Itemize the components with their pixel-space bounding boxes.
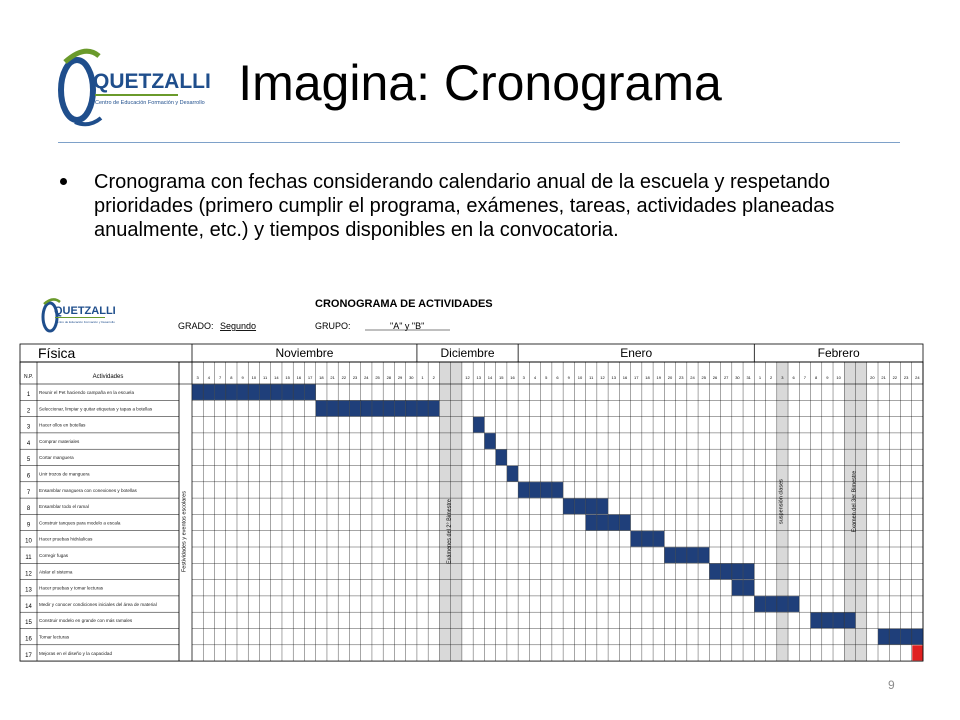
day-label: 3 bbox=[522, 375, 525, 380]
day-label: 14 bbox=[487, 375, 493, 380]
schedule-bar-cell bbox=[777, 596, 788, 611]
grupo-label: GRUPO: bbox=[315, 321, 351, 331]
schedule-bar-cell bbox=[395, 401, 406, 416]
day-label: 17 bbox=[633, 375, 639, 380]
day-label: 23 bbox=[678, 375, 684, 380]
day-label: 1 bbox=[758, 375, 762, 380]
red-marker bbox=[912, 645, 922, 660]
schedule-bar-cell bbox=[249, 385, 260, 400]
activity-label: Medir y conocer condiciones iniciales del área de material bbox=[39, 601, 157, 607]
vertical-label: suspensión clases bbox=[778, 479, 785, 525]
schedule-bar-cell bbox=[901, 629, 912, 644]
activity-number: 5 bbox=[26, 457, 31, 464]
schedule-bar-cell bbox=[305, 385, 316, 400]
schedule-bar-cell bbox=[215, 385, 226, 400]
day-label: 8 bbox=[815, 375, 818, 380]
day-label: 25 bbox=[701, 375, 706, 380]
activity-number: 2 bbox=[26, 408, 31, 415]
activity-number: 13 bbox=[25, 587, 32, 594]
activity-label: Ensamblar todo el ramal bbox=[39, 504, 89, 510]
day-label: 6 bbox=[792, 375, 795, 380]
schedule-bar-cell bbox=[428, 401, 439, 416]
day-label: 20 bbox=[667, 375, 673, 380]
day-label: 10 bbox=[251, 375, 257, 380]
activity-number: 3 bbox=[26, 424, 31, 431]
schedule-bar-cell bbox=[653, 531, 664, 546]
schedule-table bbox=[20, 292, 925, 667]
schedule-bar-cell bbox=[192, 385, 203, 400]
day-label: 28 bbox=[386, 375, 392, 380]
schedule-bar-cell bbox=[530, 482, 541, 497]
day-label: 4 bbox=[207, 375, 210, 380]
day-label: 19 bbox=[656, 375, 661, 380]
schedule-bar-cell bbox=[237, 385, 248, 400]
schedule-bar-cell bbox=[473, 417, 484, 432]
schedule-logo-text: QUETZALLI bbox=[54, 305, 116, 317]
schedule-bar-cell bbox=[294, 385, 305, 400]
activity-label: Mejoras en el diseño y la capacidad bbox=[39, 650, 113, 656]
schedule-bar-cell bbox=[496, 450, 507, 465]
schedule-bar-cell bbox=[406, 401, 417, 416]
schedule-bar-cell bbox=[698, 548, 709, 563]
schedule-bar-cell bbox=[417, 401, 428, 416]
day-label: 24 bbox=[364, 375, 369, 380]
day-label: 15 bbox=[499, 375, 504, 380]
day-label: 7 bbox=[803, 375, 807, 380]
schedule-bar-cell bbox=[372, 401, 383, 416]
slide-title: Imagina: Cronograma bbox=[238, 55, 722, 111]
schedule-bar-cell bbox=[845, 613, 856, 628]
schedule-bar-cell bbox=[204, 385, 215, 400]
schedule-bar-cell bbox=[620, 515, 631, 530]
day-label: 17 bbox=[307, 375, 313, 380]
activity-label: Construir modelo en grande con más ramales bbox=[39, 618, 133, 624]
activity-label: Tomar lecturas bbox=[39, 634, 70, 640]
schedule-bar-cell bbox=[339, 401, 350, 416]
grupo-value: "A" y "B" bbox=[390, 321, 425, 331]
day-label: 24 bbox=[690, 375, 695, 380]
day-label: 3 bbox=[781, 375, 784, 380]
activity-number: 8 bbox=[26, 506, 31, 513]
schedule-bar-cell bbox=[642, 531, 653, 546]
grado-label: GRADO: bbox=[178, 321, 214, 331]
schedule-bar-cell bbox=[743, 580, 754, 595]
logo-text: QUETZALLI bbox=[93, 70, 211, 93]
schedule-bar-cell bbox=[282, 385, 293, 400]
day-label: 21 bbox=[330, 375, 335, 380]
day-label: 10 bbox=[836, 375, 841, 380]
schedule-bar-cell bbox=[732, 580, 743, 595]
day-label: 24 bbox=[915, 375, 920, 380]
activity-number: 11 bbox=[25, 555, 32, 561]
schedule-bar-cell bbox=[811, 613, 822, 628]
schedule-bar-cell bbox=[361, 401, 372, 416]
day-label: 30 bbox=[735, 375, 740, 380]
day-label: 13 bbox=[476, 375, 482, 380]
vertical-label: Examen del 3er Bimestre bbox=[851, 470, 858, 533]
schedule-bar-cell bbox=[788, 596, 799, 611]
day-label: 18 bbox=[319, 375, 324, 380]
activity-label: Hacer ollos en botellas bbox=[39, 422, 86, 428]
activity-label: Ensamblar manguera con conexiones y botellas bbox=[39, 487, 137, 493]
activity-label: Hacer pruebas hidráulicas bbox=[39, 536, 93, 542]
np-header: N.P. bbox=[23, 374, 34, 380]
day-label: 25 bbox=[375, 375, 380, 380]
activity-label: Hacer pruebas y tomar lecturas bbox=[39, 585, 104, 591]
day-label: 22 bbox=[892, 375, 898, 380]
schedule-bar-cell bbox=[575, 499, 586, 514]
schedule-bar-cell bbox=[732, 564, 743, 579]
day-label: 2 bbox=[432, 375, 435, 380]
day-label: 1 bbox=[421, 375, 424, 380]
schedule-bar-cell bbox=[755, 596, 766, 611]
activity-number: 17 bbox=[25, 652, 32, 659]
schedule-figure bbox=[20, 292, 925, 667]
schedule-bar-cell bbox=[766, 596, 777, 611]
activity-number: 16 bbox=[25, 636, 32, 643]
schedule-bar-cell bbox=[507, 466, 518, 481]
schedule-heading: CRONOGRAMA DE ACTIVIDADES bbox=[315, 298, 493, 310]
schedule-bar-cell bbox=[226, 385, 237, 400]
day-label: 20 bbox=[870, 375, 875, 380]
bullet-icon bbox=[60, 178, 67, 185]
schedule-bar-cell bbox=[271, 385, 282, 400]
activity-number: 12 bbox=[25, 571, 32, 578]
schedule-bar-cell bbox=[597, 499, 608, 514]
title-divider bbox=[58, 142, 900, 143]
schedule-bar-cell bbox=[665, 548, 676, 563]
day-label: 11 bbox=[263, 375, 268, 380]
schedule-bar-cell bbox=[833, 613, 844, 628]
schedule-bar-cell bbox=[597, 515, 608, 530]
schedule-bar-cell bbox=[552, 482, 563, 497]
activity-number: 1 bbox=[26, 392, 31, 398]
month-label: Enero bbox=[620, 346, 653, 360]
schedule-bar-cell bbox=[586, 515, 597, 530]
activity-number: 15 bbox=[25, 620, 32, 627]
day-label: 9 bbox=[241, 375, 244, 380]
day-label: 14 bbox=[274, 375, 279, 380]
activity-number: 7 bbox=[26, 489, 31, 496]
grado-value: Segundo bbox=[220, 321, 257, 331]
month-label: Diciembre bbox=[440, 346, 495, 360]
schedule-bar-cell bbox=[260, 385, 271, 400]
day-label: 9 bbox=[567, 375, 570, 380]
day-label: 4 bbox=[533, 375, 537, 380]
schedule-bar-cell bbox=[721, 564, 732, 579]
schedule-bar-cell bbox=[822, 613, 833, 628]
day-label: 5 bbox=[545, 375, 548, 380]
day-label: 23 bbox=[903, 375, 909, 380]
schedule-bar-cell bbox=[631, 531, 642, 546]
activity-label: Comprar materiales bbox=[39, 438, 80, 444]
day-label: 9 bbox=[826, 375, 829, 380]
schedule-bar-cell bbox=[383, 401, 394, 416]
schedule-bar-cell bbox=[541, 482, 552, 497]
schedule-logo-subtitle: Centro de Educación Formación y Desarrollo bbox=[55, 320, 115, 324]
activity-label: Corregir fugas bbox=[39, 553, 69, 558]
schedule-bar-cell bbox=[890, 629, 901, 644]
activity-number: 4 bbox=[26, 440, 31, 447]
activity-label: Unir trozos de manguera bbox=[39, 471, 90, 477]
activity-label: Construir tanques para modelo a escala bbox=[39, 520, 121, 526]
day-label: 13 bbox=[611, 375, 616, 380]
day-label: 12 bbox=[465, 375, 470, 380]
schedule-bar-cell bbox=[563, 499, 574, 514]
day-label: 15 bbox=[285, 375, 290, 380]
day-label: 18 bbox=[645, 375, 650, 380]
activity-label: Aislar el sistema bbox=[39, 569, 73, 575]
schedule-bar-cell bbox=[608, 515, 619, 530]
vertical-label: Festividades y eventos escolares bbox=[181, 491, 188, 573]
day-label: 16 bbox=[510, 375, 515, 380]
day-label: 6 bbox=[556, 375, 559, 380]
day-label: 29 bbox=[397, 375, 403, 380]
schedule-bar-cell bbox=[743, 564, 754, 579]
schedule-bar-cell bbox=[912, 629, 923, 644]
day-label: 8 bbox=[230, 375, 233, 380]
day-label: 12 bbox=[600, 375, 605, 380]
subject-label: Física bbox=[38, 345, 76, 361]
month-label: Noviembre bbox=[275, 346, 334, 360]
day-label: 2 bbox=[770, 375, 773, 380]
schedule-bar-cell bbox=[676, 548, 687, 563]
day-label: 7 bbox=[218, 375, 222, 380]
day-label: 11 bbox=[589, 375, 594, 380]
day-label: 23 bbox=[352, 375, 358, 380]
page-number: 9 bbox=[888, 678, 895, 692]
bullet-text: Cronograma con fechas considerando calendario anual de la escuela y respetando prioridades (primero cumplir el programa, exámenes, tareas, actividades planeadas anualmente, etc.) y tiempos disponibles en la convocatoria. bbox=[94, 171, 835, 241]
bullet-item bbox=[60, 170, 890, 242]
vertical-label: Exámenes del 2° Bimestre bbox=[446, 499, 453, 564]
schedule-bar-cell bbox=[878, 629, 889, 644]
activity-label: Cortar manguera bbox=[39, 455, 74, 461]
day-label: 27 bbox=[723, 375, 729, 380]
schedule-bar-cell bbox=[586, 499, 597, 514]
day-label: 16 bbox=[622, 375, 628, 380]
day-label: 21 bbox=[881, 375, 886, 380]
schedule-bar-cell bbox=[350, 401, 361, 416]
actividades-header: Actividades bbox=[92, 374, 124, 380]
schedule-bar-cell bbox=[485, 433, 496, 448]
day-label: 3 bbox=[196, 375, 199, 380]
day-label: 16 bbox=[296, 375, 302, 380]
day-label: 22 bbox=[341, 375, 347, 380]
day-label: 10 bbox=[577, 375, 583, 380]
day-label: 26 bbox=[712, 375, 718, 380]
schedule-bar-cell bbox=[687, 548, 698, 563]
schedule-bar-cell bbox=[710, 564, 721, 579]
schedule-bar-cell bbox=[518, 482, 529, 497]
day-label: 31 bbox=[746, 375, 751, 380]
activity-number: 14 bbox=[25, 603, 32, 610]
logo-subtitle: Centro de Educación Formación y Desarrollo bbox=[95, 100, 205, 106]
activity-label: Seleccionar, limpiar y quitar etiquetas y tapas a botellas bbox=[39, 406, 153, 412]
activity-number: 9 bbox=[26, 522, 31, 529]
schedule-logo bbox=[43, 299, 116, 331]
activity-number: 10 bbox=[25, 538, 32, 545]
activity-label: Reunir el Pet haciendo campaña en la escuela bbox=[39, 390, 134, 395]
schedule-grid bbox=[20, 344, 923, 661]
day-label: 30 bbox=[409, 375, 414, 380]
activity-number: 6 bbox=[26, 473, 31, 480]
schedule-bar-cell bbox=[316, 401, 327, 416]
schedule-bar-cell bbox=[327, 401, 338, 416]
month-label: Febrero bbox=[817, 346, 860, 360]
